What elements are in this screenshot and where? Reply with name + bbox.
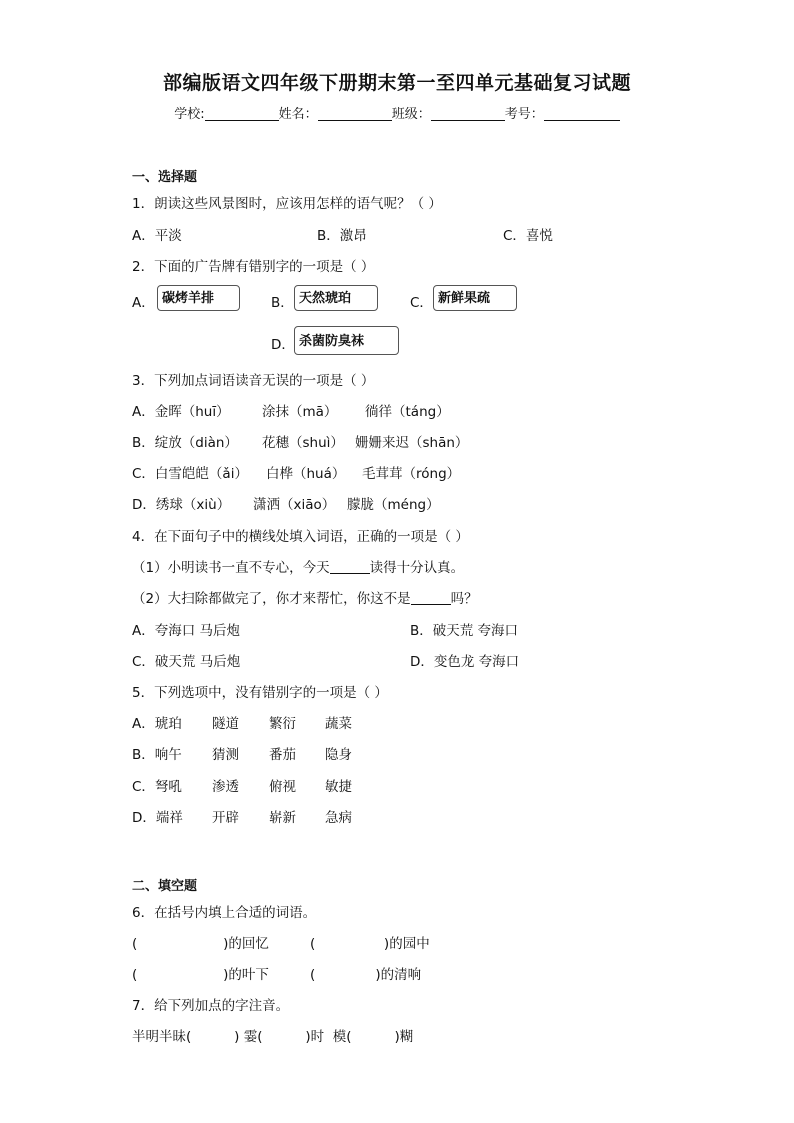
- q6-blank-4[interactable]: ( )的清响: [310, 967, 422, 983]
- q5-option-d-word2: 开辟: [212, 810, 239, 826]
- name-label: 姓名：: [278, 107, 318, 122]
- page-title: 部编版语文四年级下册期末第一至四单元基础复习试题: [162, 72, 631, 94]
- number-blank[interactable]: [544, 107, 620, 121]
- q4-option-c[interactable]: C．破天荒 马后炮: [132, 654, 241, 670]
- q6-blank-2[interactable]: ( )的园中: [310, 936, 430, 952]
- q3-option-a[interactable]: A．金晖（huī）: [132, 404, 230, 420]
- number-label: 考号：: [504, 107, 544, 122]
- q2-sign-b: 天然琥珀: [294, 285, 378, 311]
- q2-option-a-label[interactable]: A．: [132, 295, 155, 311]
- q3-option-b-word2: 花穗（shuì）: [262, 435, 344, 451]
- q7-pinyin-line[interactable]: 半明半昧( ) 霎( )时 模( )糊: [132, 1029, 414, 1045]
- section-heading-choice: 一、选择题: [132, 170, 198, 185]
- q5-option-a-word3: 繁衍: [269, 716, 296, 732]
- q5-option-d-word3: 崭新: [269, 810, 296, 826]
- question-7-stem: 7．给下列加点的字注音。: [132, 998, 290, 1014]
- q4-option-b[interactable]: B．破天荒 夸海口: [410, 623, 519, 639]
- q2-sign-a: 碳烤羊排: [157, 285, 240, 311]
- student-info-line: [0, 103, 794, 122]
- q5-option-a[interactable]: A．琥珀: [132, 716, 182, 732]
- q3-option-c-word3: 毛茸茸（róng）: [362, 466, 461, 482]
- q4-sentence-1-post: 读得十分认真。: [369, 560, 465, 576]
- q3-option-d-word3: 朦胧（méng）: [347, 497, 440, 513]
- q5-option-b-word2: 猜测: [212, 747, 239, 763]
- q5-option-b-word3: 番茄: [269, 747, 296, 763]
- q6-blank-1[interactable]: ( )的回忆: [132, 936, 269, 952]
- q4-option-d[interactable]: D．变色龙 夸海口: [410, 654, 520, 670]
- q3-option-a-word3: 徜徉（táng）: [365, 404, 450, 420]
- q4-sentence-1-blank[interactable]: [330, 561, 370, 574]
- class-blank[interactable]: [431, 107, 505, 121]
- q4-sentence-1: [132, 556, 464, 576]
- q4-sentence-2-post: 吗？: [450, 591, 478, 607]
- school-blank[interactable]: [205, 107, 279, 121]
- q5-option-b[interactable]: B．响午: [132, 747, 182, 763]
- question-2-stem: 2．下面的广告牌有错别字的一项是（ ）: [132, 259, 375, 275]
- q4-sentence-2-blank[interactable]: [411, 592, 451, 605]
- q5-option-c[interactable]: C．弩吼: [132, 779, 182, 795]
- q1-option-a[interactable]: A．平淡: [132, 228, 182, 244]
- q1-option-c[interactable]: C．喜悦: [503, 228, 553, 244]
- q5-option-c-word4: 敏捷: [325, 779, 352, 795]
- q4-option-a[interactable]: A．夸海口 马后炮: [132, 623, 241, 639]
- q2-sign-d: 杀菌防臭袜: [294, 326, 399, 355]
- q3-option-c-word2: 白桦（huá）: [266, 466, 346, 482]
- q5-option-c-word2: 渗透: [212, 779, 239, 795]
- q5-option-b-word4: 隐身: [325, 747, 352, 763]
- q2-sign-c: 新鲜果疏: [433, 285, 517, 311]
- q3-option-c[interactable]: C．白雪皑皑（ǎi）: [132, 466, 248, 482]
- q5-option-d[interactable]: D．端祥: [132, 810, 183, 826]
- q3-option-d-word2: 潇洒（xiāo）: [253, 497, 336, 513]
- section-heading-fill: 二、填空题: [132, 879, 198, 894]
- q2-option-c-label[interactable]: C．: [410, 295, 433, 311]
- q5-option-c-word3: 俯视: [269, 779, 296, 795]
- q1-option-b[interactable]: B．激昂: [317, 228, 367, 244]
- q2-option-b-label[interactable]: B．: [271, 295, 294, 311]
- q4-sentence-2-pre: （2）大扫除都做完了，你才来帮忙，你这不是: [132, 591, 411, 607]
- q2-option-d-label[interactable]: D．: [271, 337, 295, 353]
- q4-sentence-1-pre: （1）小明读书一直不专心，今天: [132, 560, 330, 576]
- q3-option-b-word3: 姗姗来迟（shān）: [355, 435, 469, 451]
- question-1-stem: 1．朗读这些风景图时，应该用怎样的语气呢？（ ）: [132, 196, 442, 212]
- q5-option-a-word2: 隧道: [212, 716, 239, 732]
- q4-sentence-2: [132, 587, 478, 607]
- q5-option-d-word4: 急病: [325, 810, 352, 826]
- school-label: 学校:: [174, 107, 205, 122]
- name-blank[interactable]: [318, 107, 392, 121]
- q3-option-a-word2: 涂抹（mā）: [262, 404, 338, 420]
- class-label: 班级：: [391, 107, 431, 122]
- q6-blank-3[interactable]: ( )的叶下: [132, 967, 269, 983]
- question-6-stem: 6．在括号内填上合适的词语。: [132, 905, 317, 921]
- question-3-stem: 3．下列加点词语读音无误的一项是（ ）: [132, 373, 375, 389]
- question-4-stem: 4．在下面句子中的横线处填入词语，正确的一项是（ ）: [132, 529, 469, 545]
- q3-option-b[interactable]: B．绽放（diàn）: [132, 435, 238, 451]
- q3-option-d[interactable]: D．绣球（xiù）: [132, 497, 231, 513]
- question-5-stem: 5．下列选项中，没有错别字的一项是（ ）: [132, 685, 388, 701]
- q5-option-a-word4: 蔬菜: [325, 716, 352, 732]
